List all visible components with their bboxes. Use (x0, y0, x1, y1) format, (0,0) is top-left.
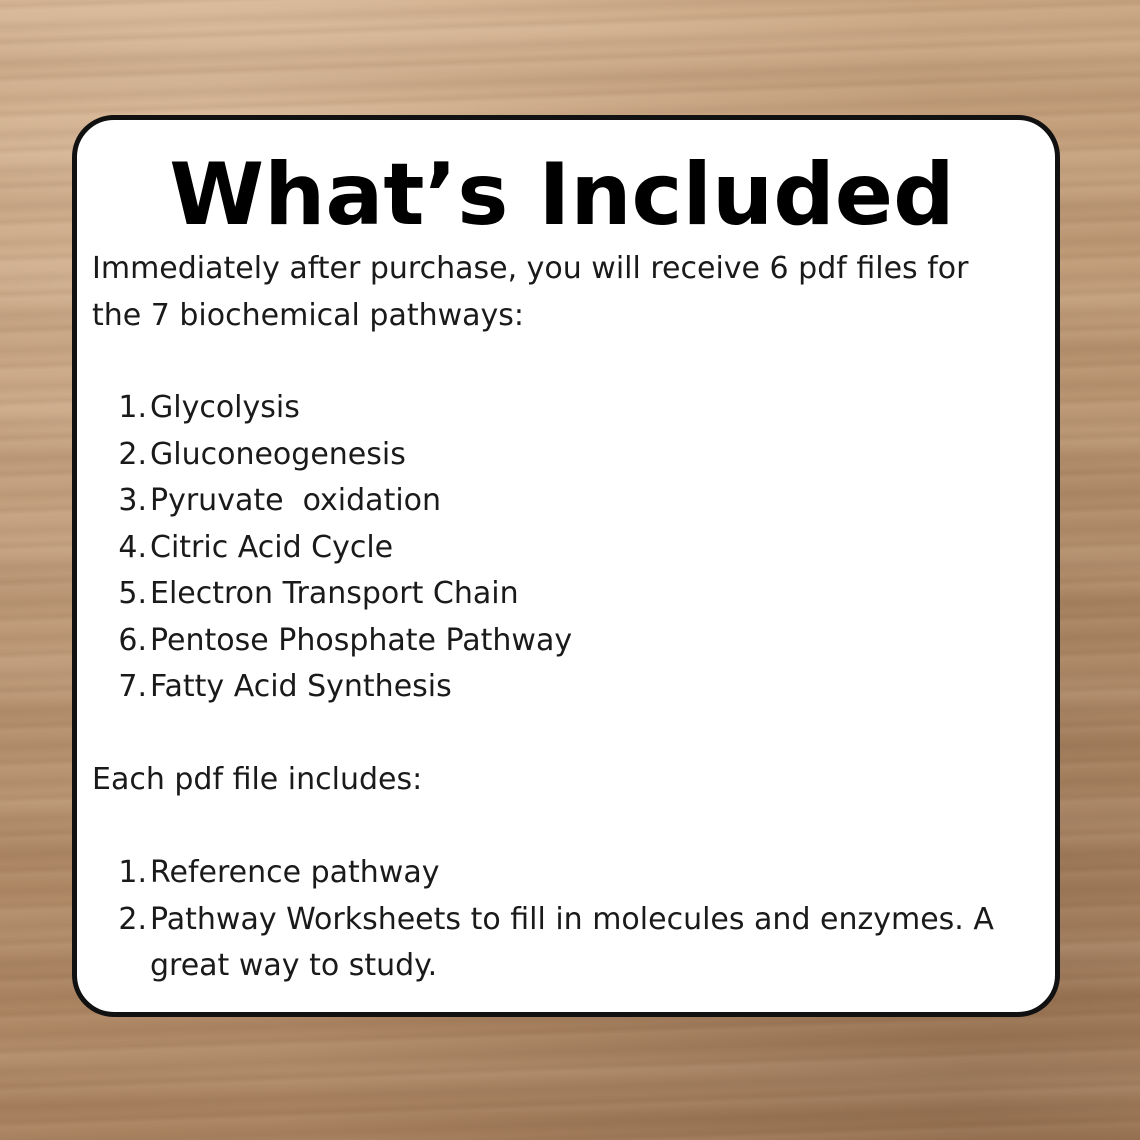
list-number: 3. (118, 483, 147, 518)
list-item (92, 850, 994, 897)
list-item-label: Citric Acid Cycle (150, 529, 394, 565)
list-number: 4. (118, 529, 147, 565)
list-number: 6. (118, 622, 147, 658)
pathway-list (92, 385, 572, 711)
page-title: What’s Included (169, 145, 955, 245)
list-item (92, 897, 994, 990)
intro-line-2: the 7 biochemical pathways: (92, 297, 525, 333)
list-item (92, 432, 572, 479)
list-item-label-continued: great way to study. (150, 948, 438, 983)
list-item (92, 525, 572, 572)
list-item (92, 478, 572, 525)
list-number: 2. (118, 436, 147, 472)
list-item (92, 618, 572, 665)
list-item-label: Glycolysis (150, 390, 300, 425)
list-item-label: Pentose Phosphate Pathway (150, 622, 573, 658)
list-item-label: Gluconeogenesis (150, 436, 406, 472)
list-number: 1. (118, 855, 147, 890)
list-item (92, 571, 572, 618)
list-number: 5. (118, 576, 147, 611)
list-item-label: Reference pathway (150, 855, 440, 890)
list-item (92, 664, 572, 711)
list-item-label: Electron Transport Chain (150, 576, 519, 611)
list-item-label: Fatty Acid Synthesis (150, 669, 452, 704)
intro-paragraph (92, 246, 968, 339)
file-contents-list (92, 850, 994, 990)
list-number: 2. (118, 901, 147, 937)
intro-line-1: Immediately after purchase, you will receive 6 pdf files for (92, 251, 969, 286)
list-item (92, 385, 572, 432)
each-file-heading: Each pdf file includes: (92, 762, 423, 797)
list-number: 7. (118, 669, 147, 704)
list-item-label: Pyruvate oxidation (150, 483, 442, 518)
list-item-label: Pathway Worksheets to fill in molecules and enzymes. A (150, 901, 994, 937)
list-number: 1. (118, 390, 147, 425)
